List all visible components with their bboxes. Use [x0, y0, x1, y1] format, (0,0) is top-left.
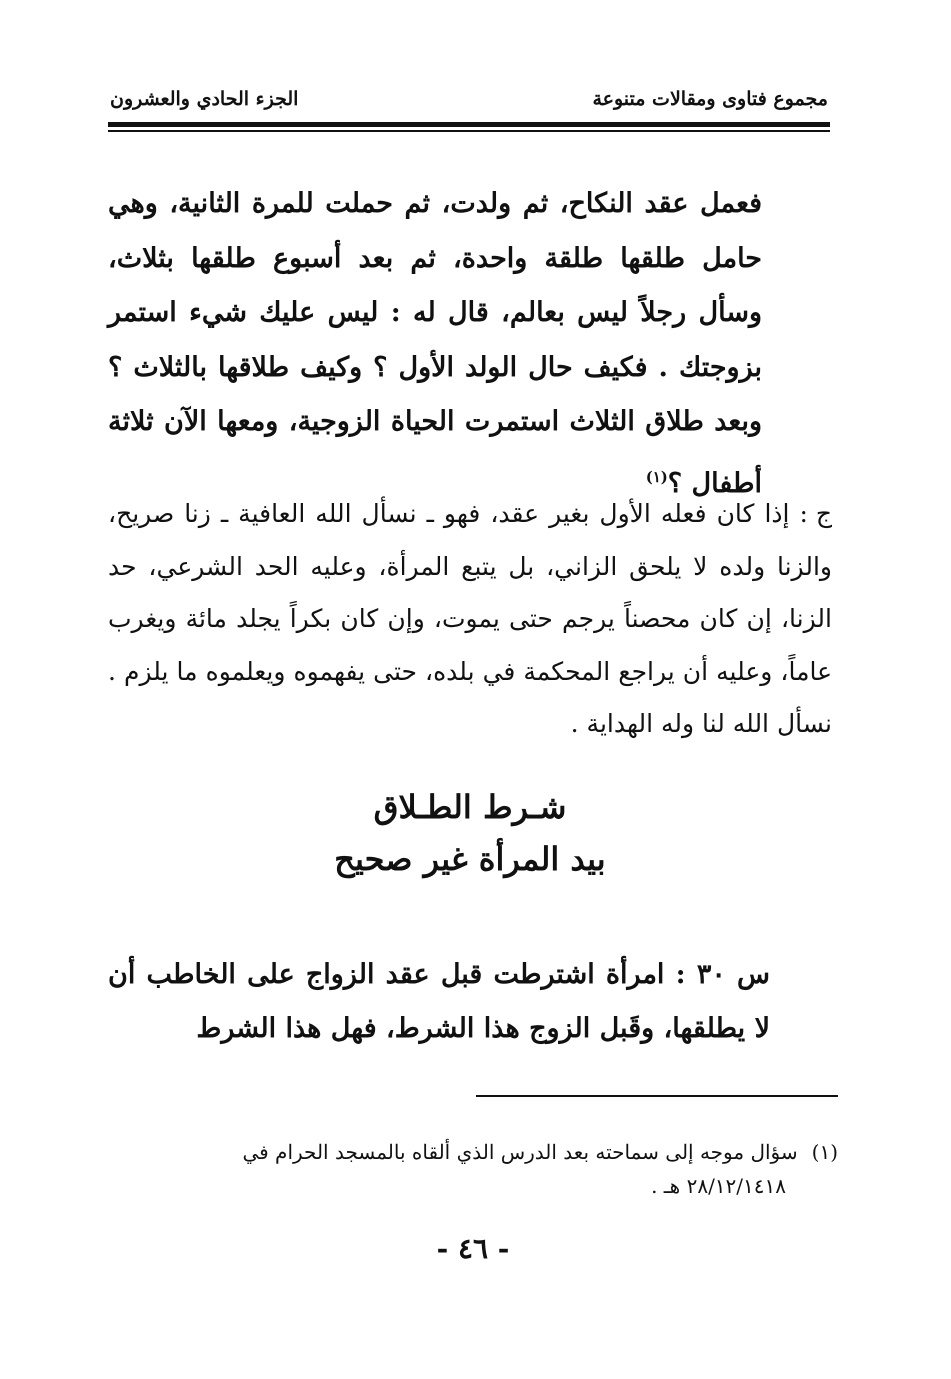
question-30 — [108, 948, 770, 1056]
footnote — [120, 1135, 838, 1203]
answer-29-body: إذا كان فعله الأول بغير عقد، فهو ـ نسأل الله العافية ـ زنا صريح، والزنا ولده لا يلحق الزاني، بل يتبع المرأة، وعليه الحد الشرعي، حد الزنا، إن كان محصناً يرجم حتى يموت، وإن كان بكراً يجلد مائة ويغرب عاماً، وعليه أن يراجع المحكمة في بلده، حتى يفهموه ويعلموه ما يلزم . نسأل الله لنا وله الهداية . — [108, 499, 832, 738]
question-29-body: فعمل عقد النكاح، ثم ولدت، ثم حملت للمرة الثانية، وهي حامل طلقها طلقة واحدة، ثم بعد أسبوع طلقها بثلاث، وسأل رجلاً ليس بعالم، قال له : ليس عليك شيء استمر بزوجتك . فكيف حال الولد الأول ؟ وكيف طلاقها بالثلاث ؟ وبعد طلاق الثلاث استمرت الحياة الزوجية، ومعها الآن ثلاثة أطفال ؟ — [108, 188, 762, 499]
page-number: - ٤٦ - — [436, 1232, 510, 1265]
volume-label: الجزء الحادي والعشرون — [110, 88, 299, 110]
header-rule-thin — [108, 130, 830, 132]
answer-lead: ج : — [799, 499, 833, 528]
section-title-line2: بيد المرأة غير صحيح — [334, 840, 606, 878]
section-title-line1: شـرط الطـلاق — [373, 788, 567, 826]
answer-29 — [108, 488, 832, 751]
running-header — [110, 88, 828, 118]
question-30-body: امرأة اشترطت قبل عقد الزواج على الخاطب أن لا يطلقها، وقَبل الزوج هذا الشرط، فهل هذا الشرط — [108, 959, 770, 1044]
footnote-line1: سؤال موجه إلى سماحته بعد الدرس الذي ألقاه بالمسجد الحرام في — [242, 1140, 798, 1164]
book-title: مجموع فتاوى ومقالات متنوعة — [592, 88, 828, 110]
question-29-text — [108, 177, 762, 511]
footnote-ref: (١) — [645, 467, 668, 486]
question-30-lead: س ٣٠ : — [675, 959, 770, 990]
footnote-line2: ٢٨/١٢/١٤١٨ هـ . — [651, 1174, 786, 1198]
footnote-number: (١) — [811, 1140, 838, 1164]
footnote-rule — [476, 1095, 838, 1097]
header-rule-thick — [108, 122, 830, 127]
